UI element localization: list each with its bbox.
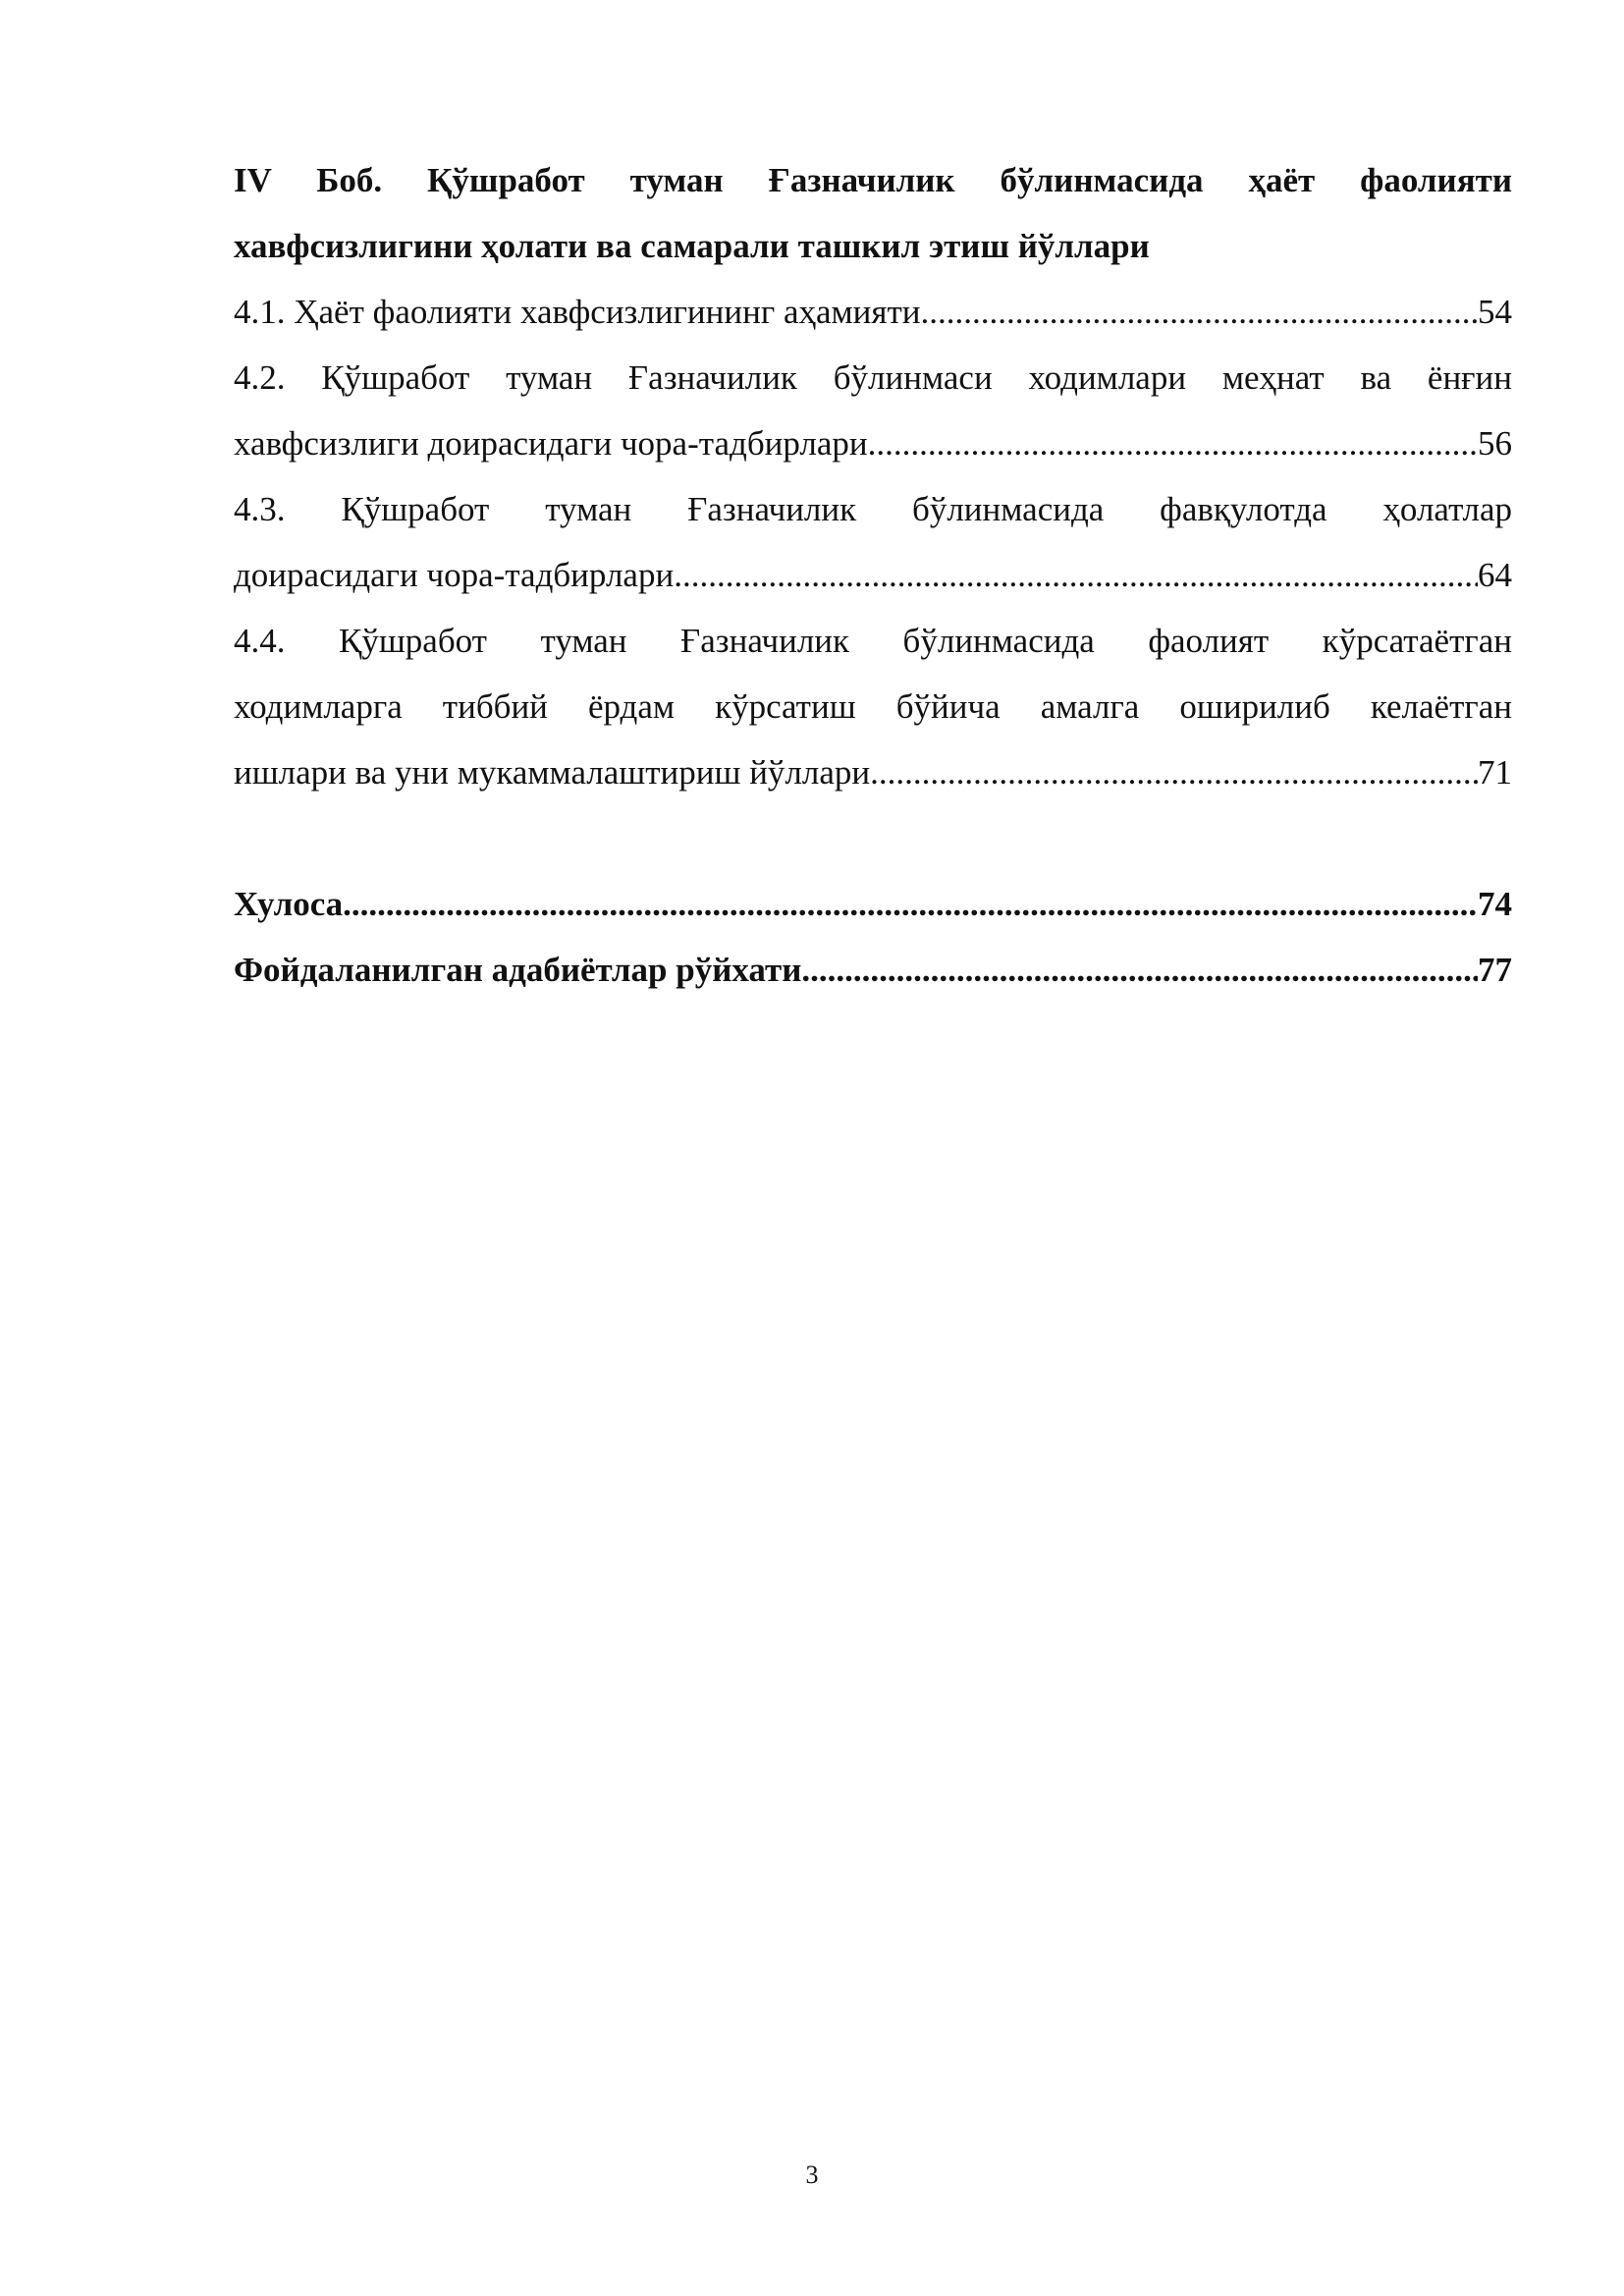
page-number: 3 [805, 2160, 819, 2189]
dot-leader [868, 410, 1478, 476]
toc-entry-text: ишлари ва уни мукаммалаштириш йўллари [234, 753, 871, 792]
toc-leader-line [234, 279, 1512, 345]
toc-entry-text: Фойдаланилган адабиётлар рўйхати [234, 951, 802, 989]
table-of-contents [234, 147, 1512, 1003]
chapter-heading [234, 147, 1512, 279]
toc-page-number: 74 [1478, 885, 1512, 923]
toc-page-number: 64 [1478, 556, 1512, 594]
dot-leader [921, 279, 1478, 345]
toc-page-number: 71 [1478, 753, 1512, 792]
dot-leader [674, 542, 1478, 608]
chapter-title-line-2: хавфсизлигини ҳолати ва самарали ташкил этиш йўллари [234, 227, 1150, 265]
dot-leader [343, 871, 1478, 937]
spacer [234, 805, 1512, 871]
toc-page-number: 77 [1478, 951, 1512, 989]
toc-entry-text: хавфсизлиги доирасидаги чора-тадбирлари [234, 424, 868, 463]
toc-leader-line [234, 937, 1512, 1003]
toc-page-number: 54 [1478, 293, 1512, 331]
toc-entry-4-4 [234, 608, 1512, 805]
toc-entry-line: 4.3. Қўшработ туман Ғазначилик бўлинмасида фавқулотда ҳолатлар [234, 490, 1512, 528]
dot-leader [801, 937, 1478, 1003]
toc-entry-line: 4.2. Қўшработ туман Ғазначилик бўлинмаси ходимлари меҳнат ва ёнғин [234, 358, 1512, 397]
toc-entry-line: 4.4. Қўшработ туман Ғазначилик бўлинмасида фаолият кўрсатаётган [234, 622, 1512, 660]
toc-leader-line [234, 410, 1512, 476]
toc-leader-line [234, 739, 1512, 805]
toc-entry-text: Хулоса [234, 885, 344, 923]
dot-leader [870, 739, 1478, 805]
toc-leader-line [234, 542, 1512, 608]
toc-page-number: 56 [1478, 424, 1512, 463]
toc-entry-text: 4.1. Ҳаёт фаолияти хавфсизлигининг аҳамияти [234, 293, 921, 331]
toc-entry-references [234, 937, 1512, 1003]
toc-entry-line: ходимларга тиббий ёрдам кўрсатиш бўйича амалга оширилиб келаётган [234, 687, 1512, 726]
toc-entry-4-3 [234, 476, 1512, 608]
toc-leader-line [234, 871, 1512, 937]
toc-entry-4-2 [234, 345, 1512, 476]
toc-entry-text: доирасидаги чора-тадбирлари [234, 556, 675, 594]
toc-entry-conclusion [234, 871, 1512, 937]
toc-entry-4-1 [234, 279, 1512, 345]
chapter-title-line-1: IV Боб. Қўшработ туман Ғазначилик бўлинмасида ҳаёт фаолияти [234, 161, 1512, 199]
